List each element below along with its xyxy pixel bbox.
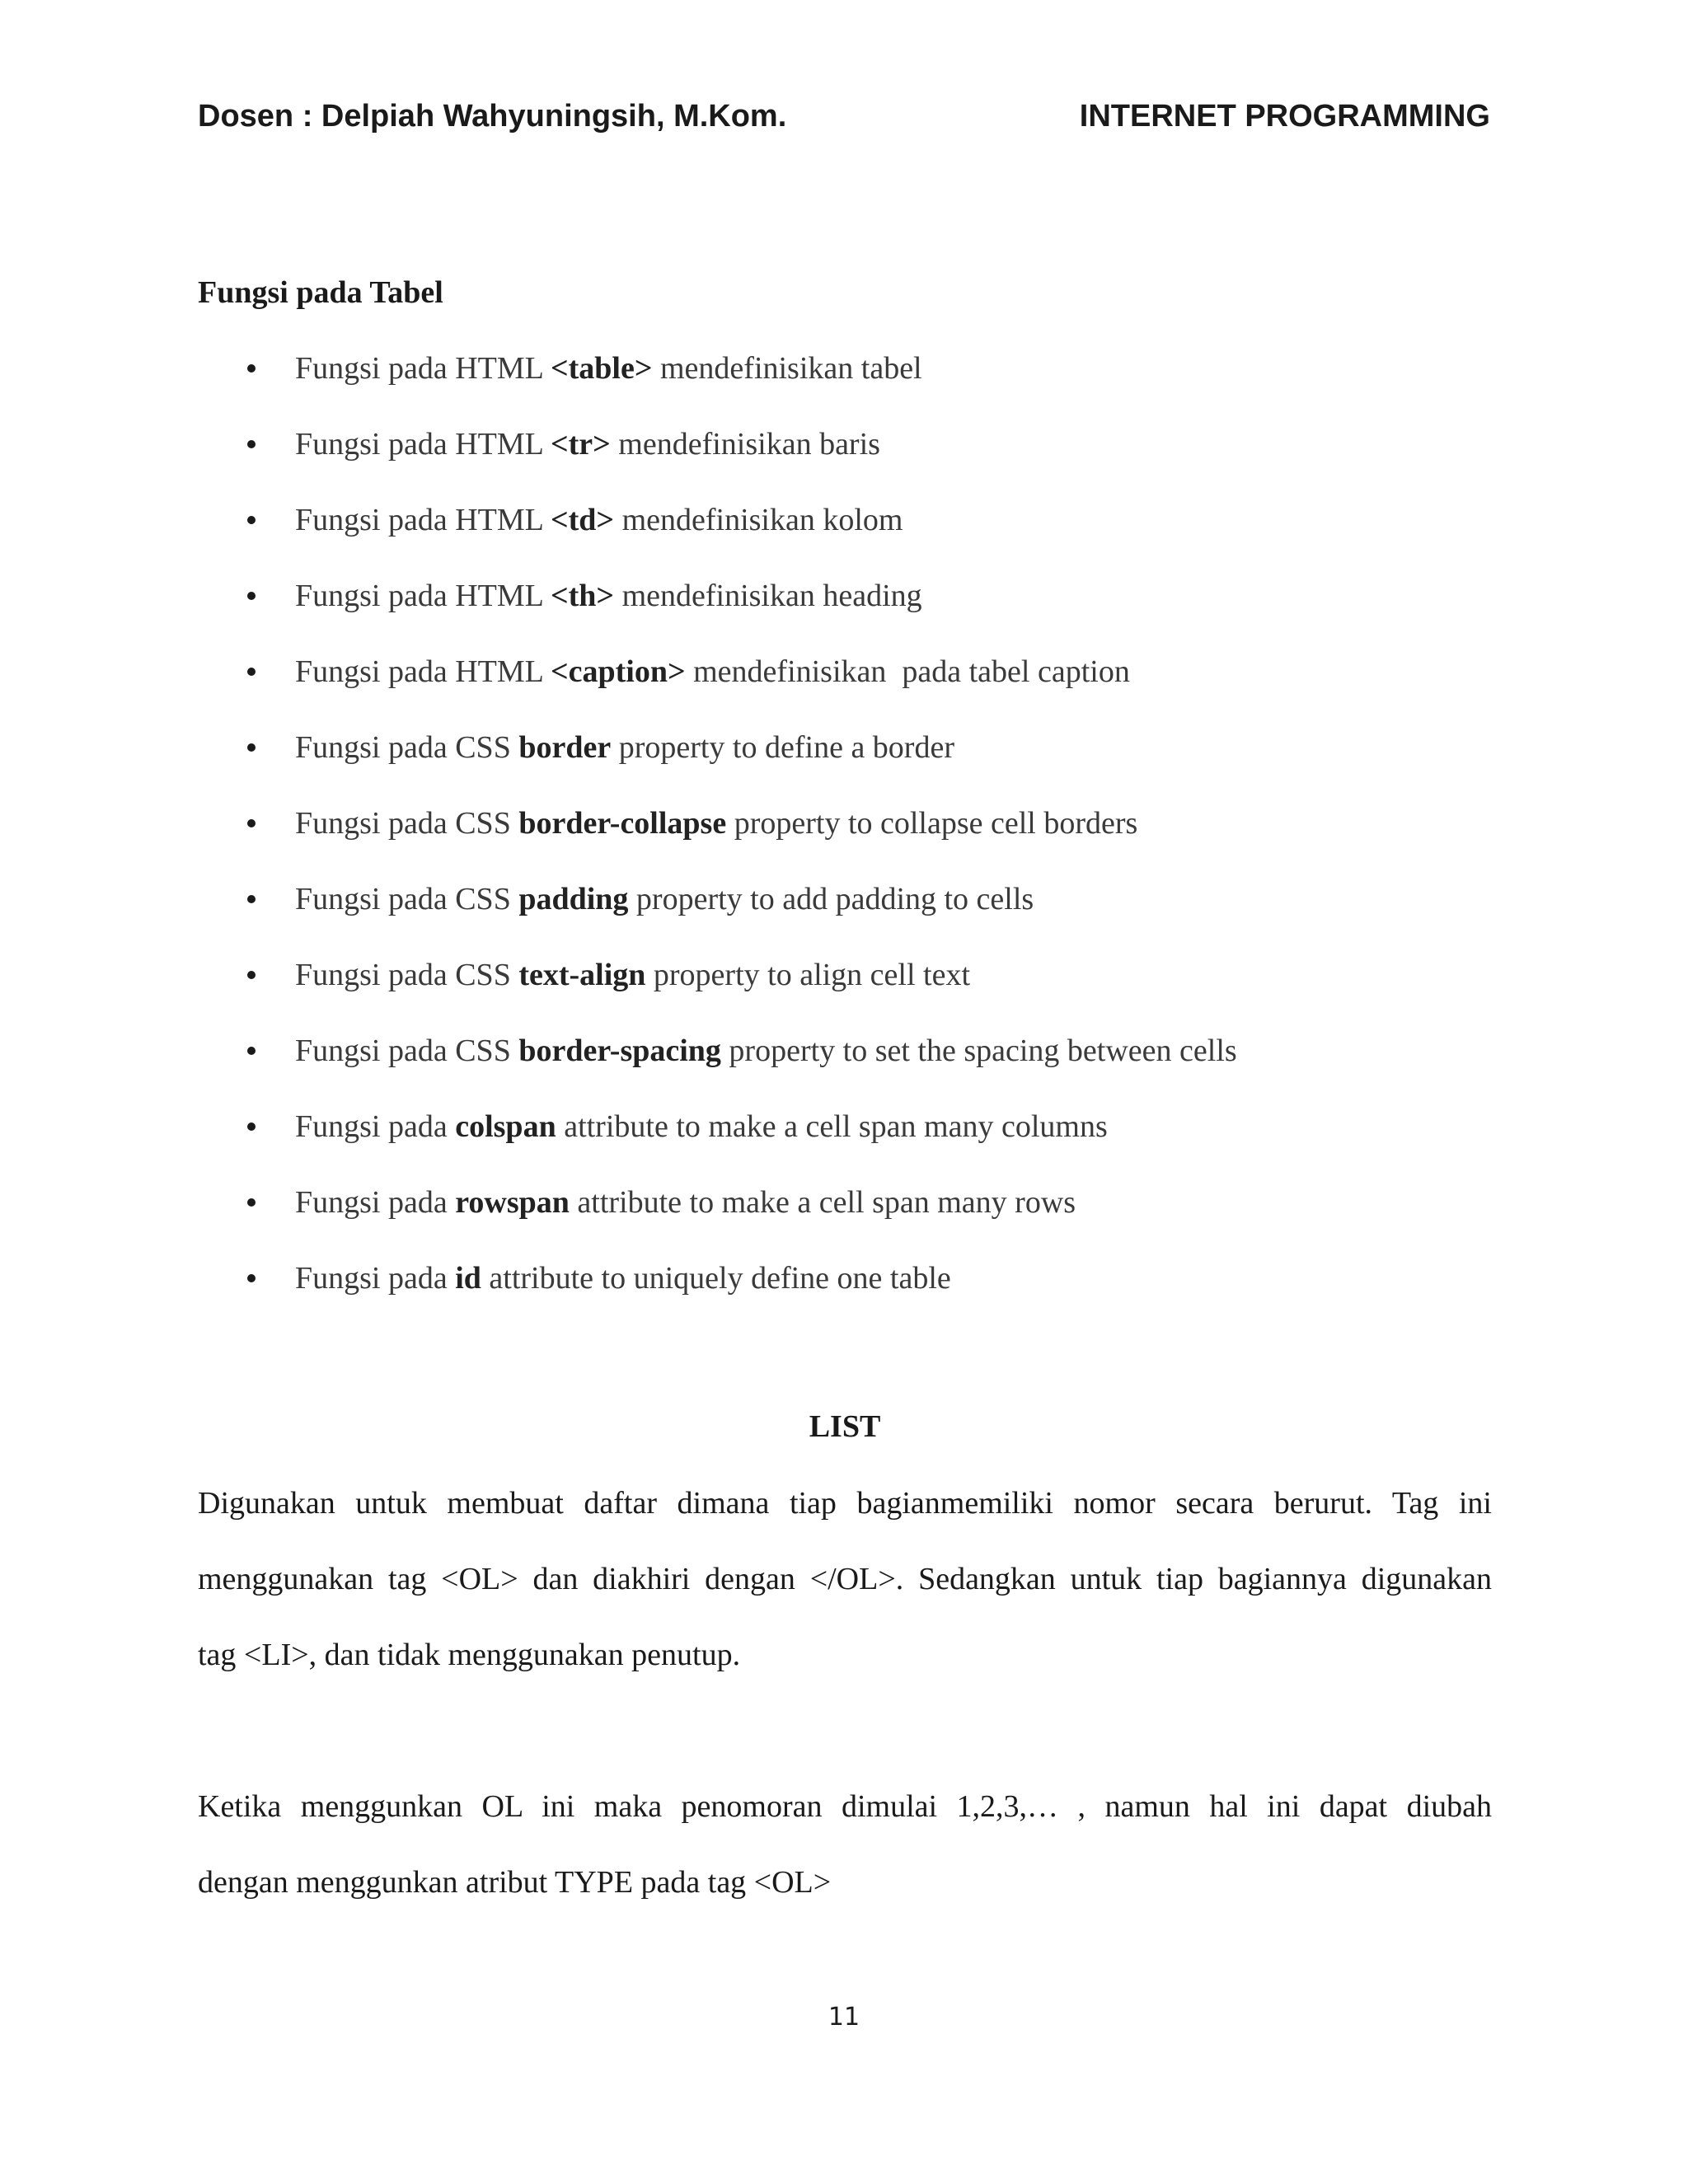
bullet-icon [247, 1274, 256, 1282]
bullet-icon [247, 668, 256, 676]
section-title: Fungsi pada Tabel [198, 275, 443, 310]
list-item [198, 653, 1492, 729]
table-functions-list [198, 349, 1492, 1335]
item-text-pre: Fungsi pada HTML [295, 351, 551, 386]
item-text-pre: Fungsi pada HTML [295, 503, 551, 537]
item-keyword: <tr> [550, 427, 611, 462]
paragraph-ol-description [198, 1465, 1492, 1693]
list-item [198, 577, 1492, 653]
item-text-post: mendefinisikan baris [610, 427, 880, 462]
bullet-icon [247, 364, 256, 373]
paragraph-line: dengan menggunkan atribut TYPE pada tag <OL> [198, 1865, 832, 1900]
list-item [198, 804, 1492, 880]
page-number: 11 [828, 2003, 860, 2032]
item-text-pre: Fungsi pada CSS [295, 730, 519, 765]
bullet-icon [247, 1198, 256, 1207]
list-section-heading: LIST [809, 1409, 881, 1444]
item-text-post: attribute to make a cell span many columns [556, 1109, 1108, 1144]
list-item [198, 501, 1492, 577]
paragraph-ol-type [198, 1769, 1492, 1920]
list-item [198, 729, 1492, 804]
item-keyword: <th> [550, 579, 615, 613]
item-text-pre: Fungsi pada CSS [295, 958, 519, 992]
item-text-pre: Fungsi pada CSS [295, 882, 519, 916]
header-course-title: INTERNET PROGRAMMING [1079, 99, 1490, 134]
item-keyword: colspan [455, 1109, 556, 1144]
item-text-post: property to set the spacing between cells [720, 1033, 1237, 1068]
bullet-icon [247, 516, 256, 524]
list-item [198, 425, 1492, 501]
list-item [198, 880, 1492, 956]
item-text-post: mendefinisikan heading [614, 579, 922, 613]
bullet-icon [247, 971, 256, 979]
item-keyword: border [518, 730, 612, 765]
paragraph-line: Ketika menggunkan OL ini maka penomoran dimulai 1,2,3,… , namun hal ini dapat diubah [198, 1789, 1492, 1824]
list-item [198, 1108, 1492, 1183]
list-item [198, 349, 1492, 425]
item-keyword: <table> [550, 351, 653, 386]
item-keyword: <caption> [550, 654, 686, 689]
paragraph-line: menggunakan tag <OL> dan diakhiri dengan </OL>. Sedangkan untuk tiap bagiannya digunakan [198, 1562, 1492, 1596]
paragraph-line: Digunakan untuk membuat daftar dimana tiap bagianmemiliki nomor secara berurut. Tag ini [198, 1486, 1492, 1521]
item-text-pre: Fungsi pada CSS [295, 806, 519, 841]
item-text-post: property to add padding to cells [628, 882, 1034, 916]
bullet-icon [247, 592, 256, 600]
item-text-pre: Fungsi pada CSS [295, 1033, 519, 1068]
item-keyword: <td> [550, 503, 615, 537]
item-text-post: mendefinisikan kolom [614, 503, 903, 537]
item-text-post: property to collapse cell borders [726, 806, 1138, 841]
bullet-icon [247, 440, 256, 448]
item-text-post: property to define a border [611, 730, 954, 765]
item-text-post: mendefinisikan pada tabel caption [685, 654, 1130, 689]
list-item [198, 956, 1492, 1032]
item-text-pre: Fungsi pada HTML [295, 579, 551, 613]
bullet-icon [247, 743, 256, 752]
bullet-icon [247, 819, 256, 827]
list-item [198, 1183, 1492, 1259]
item-text-post: attribute to make a cell span many rows [569, 1185, 1076, 1220]
item-keyword: padding [518, 882, 629, 916]
item-keyword: text-align [518, 958, 646, 992]
item-text-pre: Fungsi pada HTML [295, 654, 551, 689]
bullet-icon [247, 1122, 256, 1131]
list-item [198, 1259, 1492, 1335]
paragraph-line: tag <LI>, dan tidak menggunakan penutup. [198, 1638, 741, 1672]
item-keyword: border-collapse [518, 806, 727, 841]
item-text-pre: Fungsi pada [295, 1261, 456, 1296]
item-text-post: property to align cell text [645, 958, 971, 992]
list-item [198, 1032, 1492, 1108]
bullet-icon [247, 895, 256, 903]
item-keyword: id [455, 1261, 481, 1296]
bullet-icon [247, 1047, 256, 1055]
item-keyword: rowspan [455, 1185, 570, 1220]
item-text-post: attribute to uniquely define one table [481, 1261, 951, 1296]
item-keyword: border-spacing [518, 1033, 721, 1068]
item-text-pre: Fungsi pada HTML [295, 427, 551, 462]
item-text-pre: Fungsi pada [295, 1185, 456, 1220]
item-text-post: mendefinisikan tabel [652, 351, 922, 386]
item-text-pre: Fungsi pada [295, 1109, 456, 1144]
header-lecturer: Dosen : Delpiah Wahyuningsih, M.Kom. [198, 99, 787, 134]
